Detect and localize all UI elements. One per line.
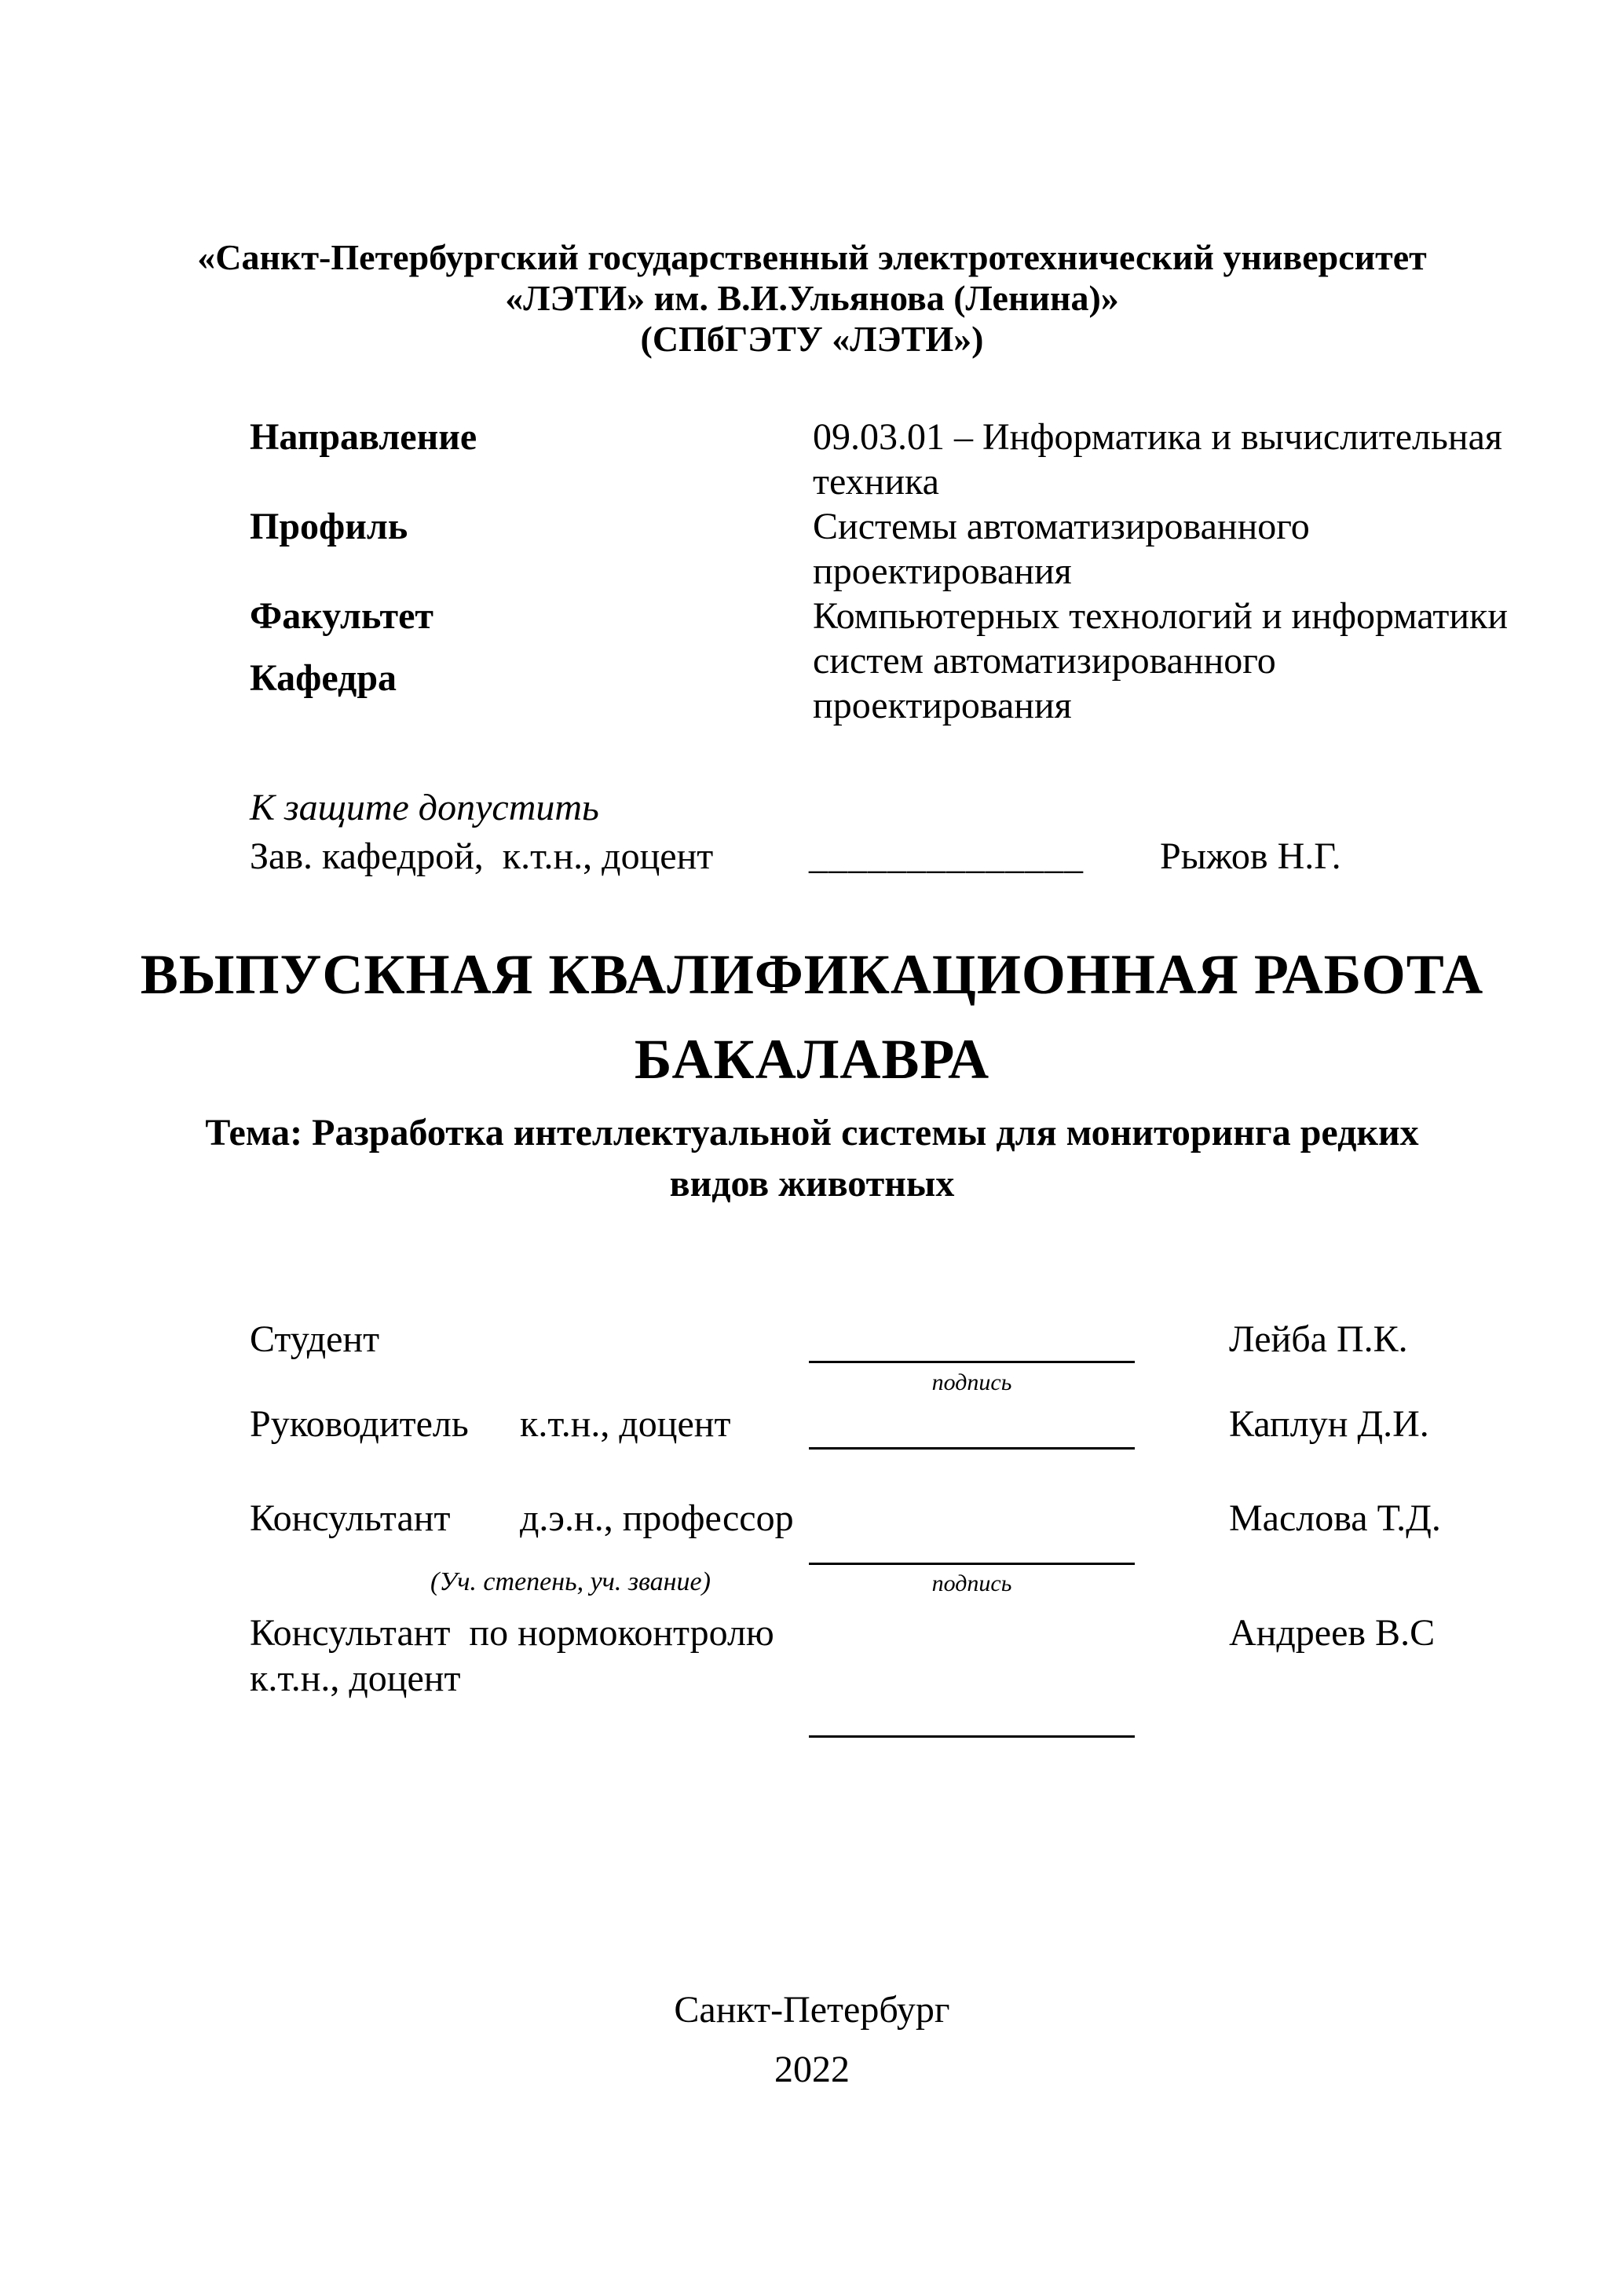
admit-to-defense-label: К защите допустить (250, 787, 599, 828)
supervisor-name: Каплун Д.И. (1229, 1403, 1429, 1445)
consultant-qualification: д.э.н., профессор (520, 1497, 794, 1539)
student-signature-line (809, 1361, 1135, 1363)
field-label-profile: Профиль (250, 506, 408, 547)
field-value-department (813, 638, 1509, 728)
university-name-line-2: «ЛЭТИ» им. В.И.Ульянова (Ленина)» (505, 278, 1119, 318)
field-row-profile (250, 504, 1509, 594)
student-role-label: Студент (250, 1318, 380, 1360)
consultant-signature-caption: подпись (931, 1570, 1012, 1596)
university-header (0, 237, 1624, 360)
field-value-faculty (813, 594, 1509, 638)
approval-block (0, 785, 1624, 911)
field-value-line: 09.03.01 – Информатика и вычислительная (813, 416, 1502, 458)
supervisor-qualification: к.т.н., доцент (520, 1403, 731, 1445)
norm-control-qualification: к.т.н., доцент (250, 1658, 461, 1699)
footer-year: 2022 (774, 2049, 850, 2090)
field-value-line: Компьютерных технологий и информатики (813, 595, 1509, 637)
field-value-profile (813, 504, 1509, 594)
degree-rank-caption: (Уч. степень, уч. звание) (430, 1567, 711, 1596)
university-name-line-3: (СПбГЭТУ «ЛЭТИ») (640, 319, 984, 359)
field-value-line: проектирования (813, 685, 1072, 726)
field-label-faculty: Факультет (250, 595, 433, 637)
field-value-line: техника (813, 461, 939, 503)
thesis-title-line-2: БАКАЛАВРА (634, 1028, 990, 1091)
thesis-topic-line-2: видов животных (669, 1163, 955, 1205)
university-name-line-1: «Санкт-Петербургский государственный электротехнический университет (197, 237, 1427, 277)
field-value-line: систем автоматизированного (813, 640, 1276, 682)
field-row-faculty (250, 594, 1509, 638)
supervisor-signature-line (809, 1447, 1135, 1450)
norm-control-role-label: Консультант по нормоконтролю (250, 1612, 774, 1654)
footer-city: Санкт-Петербург (674, 1989, 950, 2031)
field-row-direction (250, 415, 1509, 504)
thesis-topic-line-1: Тема: Разработка интеллектуальной системы для мониторинга редких (205, 1112, 1419, 1153)
field-value-direction (813, 415, 1509, 504)
consultant-role-label: Консультант (250, 1497, 451, 1539)
consultant-signature-line (809, 1563, 1135, 1565)
field-row-department (250, 638, 1509, 728)
field-value-line: Системы автоматизированного (813, 506, 1310, 547)
department-head-signature-blank: ______________ (809, 835, 1084, 877)
department-head-name: Рыжов Н.Г. (1160, 835, 1341, 877)
supervisor-role-label: Руководитель (250, 1403, 469, 1445)
department-head-label: Зав. кафедрой, к.т.н., доцент (250, 835, 714, 877)
norm-control-signature-line (809, 1735, 1135, 1738)
field-label-department: Кафедра (250, 657, 397, 699)
student-name: Лейба П.К. (1229, 1318, 1408, 1360)
field-label-direction: Направление (250, 416, 477, 458)
norm-control-name: Андреев В.С (1229, 1612, 1436, 1654)
field-value-line: проектирования (813, 550, 1072, 592)
thesis-title-line-1: ВЫПУСКНАЯ КВАЛИФИКАЦИОННАЯ РАБОТА (140, 943, 1484, 1006)
program-fields (250, 415, 1509, 728)
student-signature-caption: подпись (931, 1369, 1012, 1395)
consultant-name: Маслова Т.Д. (1229, 1497, 1441, 1539)
